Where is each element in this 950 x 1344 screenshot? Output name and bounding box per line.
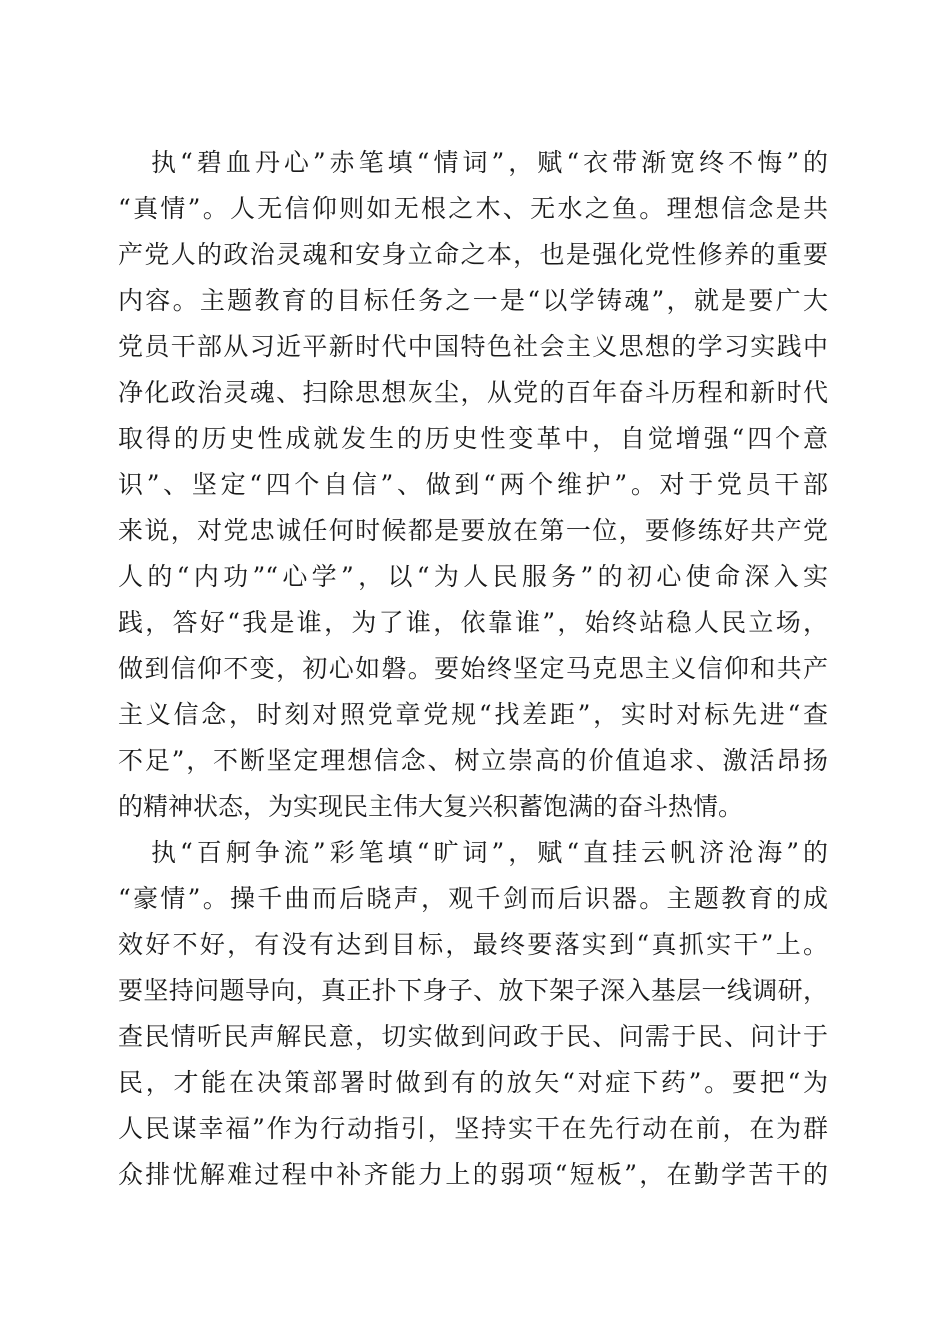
paragraph-line: 识”、坚定“四个自信”、做到“两个维护”。对于党员干部	[118, 470, 828, 499]
paragraph-line: 众排忧解难过程中补齐能力上的弱项“短板”，在勤学苦干的	[118, 1160, 828, 1189]
paragraph-line: 内容。主题教育的目标任务之一是“以学铸魂”，就是要广大	[118, 286, 828, 315]
paragraph-line: 效好不好，有没有达到目标，最终要落实到“真抓实干”上。	[118, 930, 828, 959]
paragraph-line: 执“百舸争流”彩笔填“旷词”，赋“直挂云帆济沧海”的	[151, 838, 828, 867]
paragraph-line: 产党人的政治灵魂和安身立命之本，也是强化党性修养的重要	[118, 240, 828, 269]
paragraph-line: “真情”。人无信仰则如无根之木、无水之鱼。理想信念是共	[118, 194, 828, 223]
paragraph-line: 党员干部从习近平新时代中国特色社会主义思想的学习实践中	[118, 332, 828, 361]
paragraph-line: 做到信仰不变，初心如磐。要始终坚定马克思主义信仰和共产	[118, 654, 828, 683]
paragraph-1	[118, 140, 828, 830]
paragraph-line: 人民谋幸福”作为行动指引，坚持实干在先行动在前，在为群	[118, 1114, 828, 1143]
paragraph-line: 主义信念，时刻对照党章党规“找差距”，实时对标先进“查	[118, 700, 828, 729]
paragraph-line: 不足”，不断坚定理想信念、树立崇高的价值追求、激活昂扬	[118, 746, 828, 775]
paragraph-2	[118, 830, 828, 1198]
paragraph-line: “豪情”。操千曲而后晓声，观千剑而后识器。主题教育的成	[118, 884, 828, 913]
paragraph-line: 践，答好“我是谁，为了谁，依靠谁”，始终站稳人民立场，	[118, 608, 828, 637]
paragraph-line: 净化政治灵魂、扫除思想灰尘，从党的百年奋斗历程和新时代	[118, 378, 828, 407]
paragraph-line: 执“碧血丹心”赤笔填“情词”，赋“衣带渐宽终不悔”的	[151, 148, 828, 177]
paragraph-line: 人的“内功”“心学”，以“为人民服务”的初心使命深入实	[118, 562, 828, 591]
paragraph-line: 取得的历史性成就发生的历史性变革中，自觉增强“四个意	[118, 424, 828, 453]
paragraph-line: 来说，对党忠诚任何时候都是要放在第一位，要修练好共产党	[118, 516, 828, 545]
paragraph-line: 查民情听民声解民意，切实做到问政于民、问需于民、问计于	[118, 1022, 828, 1051]
body-text	[118, 140, 828, 1198]
paragraph-line: 民，才能在决策部署时做到有的放矢“对症下药”。要把“为	[118, 1068, 828, 1097]
paragraph-line: 的精神状态，为实现民主伟大复兴积蓄饱满的奋斗热情。	[118, 792, 744, 821]
paragraph-line: 要坚持问题导向，真正扑下身子、放下架子深入基层一线调研，	[118, 976, 828, 1005]
